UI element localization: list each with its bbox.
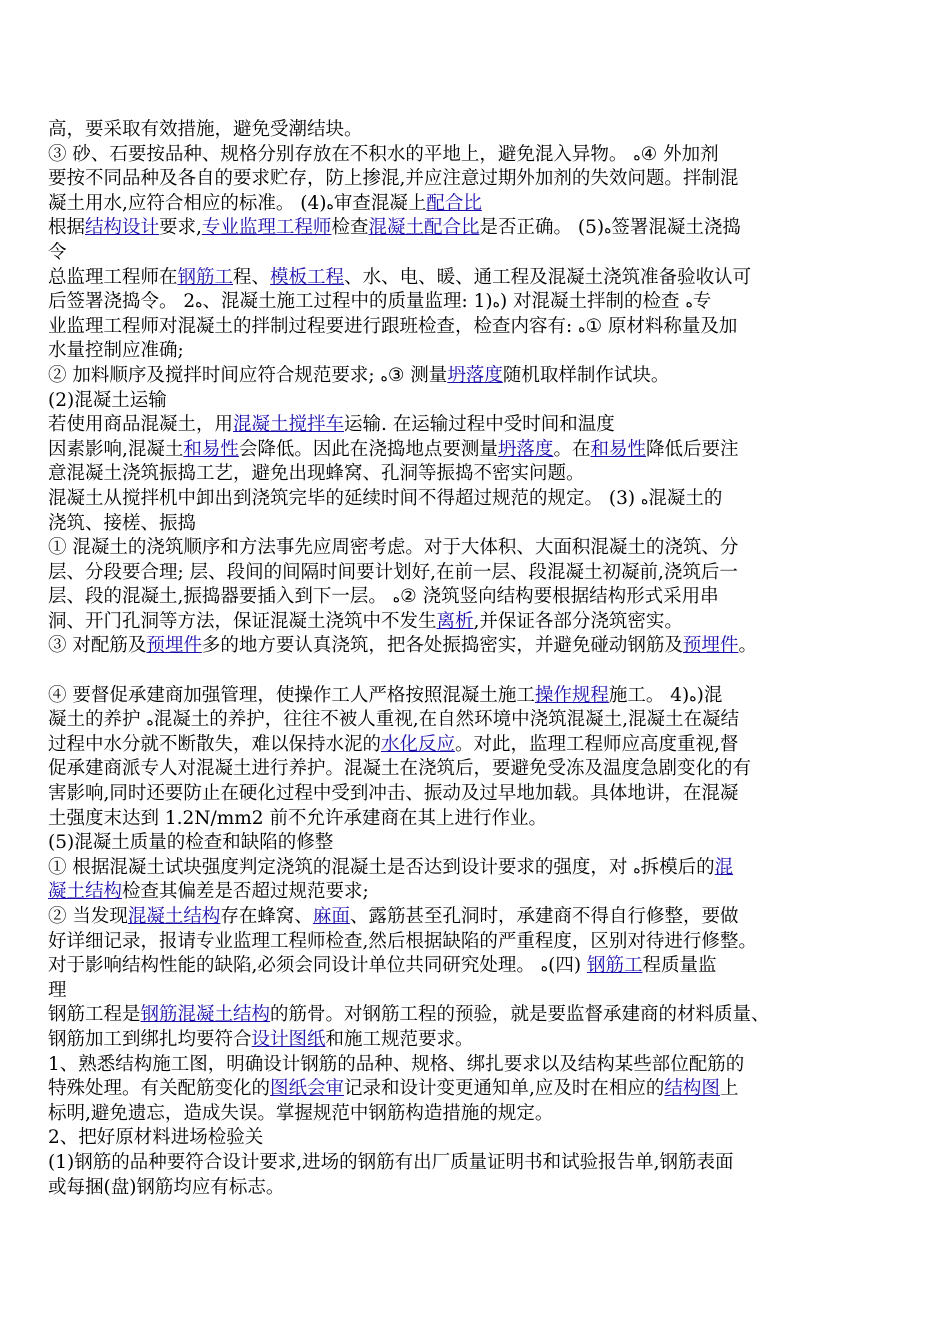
hyperlink[interactable]: 坍落度 <box>447 364 503 386</box>
text-run: 会降低。因此在浇捣地点要测量 <box>238 438 498 460</box>
hyperlink[interactable]: 坍落度 <box>497 438 554 460</box>
text-line <box>48 954 910 979</box>
text-line <box>48 1028 910 1053</box>
text-run: 层、分段要合理; 层、段间的间隔时间要计划好,在前一层、段混凝土初凝前,浇筑后一 <box>48 561 738 583</box>
text-run: 多的地方要认真浇筑，把各处振捣密实，并避免碰动钢筋及 <box>201 635 683 657</box>
text-line <box>48 1003 910 1028</box>
hyperlink[interactable]: 麻面 <box>312 906 350 927</box>
stray-glyph: ه <box>146 713 154 730</box>
text-line <box>48 1053 910 1078</box>
hyperlink[interactable]: 设计图纸 <box>251 1028 326 1050</box>
hyperlink[interactable]: 操作规程 <box>534 684 609 706</box>
text-run: ① 根据混凝土试块强度判定浇筑的混凝土是否达到设计要求的强度，对 <box>48 856 634 878</box>
hyperlink[interactable]: 预埋件 <box>146 635 202 657</box>
text-line <box>48 536 910 561</box>
text-line <box>48 733 910 758</box>
text-run: 降低后要注 <box>645 438 739 460</box>
text-run: 要按不同品种及各自的要求贮存，防上掺混,并应注意过期外加剂的失效问题。拌制混 <box>48 168 739 190</box>
text-run: 根据 <box>48 217 86 239</box>
text-line <box>48 807 910 832</box>
text-run: 随机取样制作试块。 <box>502 364 670 386</box>
hyperlink[interactable]: 混凝土搅拌车 <box>233 414 345 436</box>
hyperlink[interactable]: 凝土结构 <box>48 881 123 903</box>
text-run: ② 加料顺序及搅拌时间应符合规范要求; <box>48 364 381 386</box>
text-line <box>48 831 910 856</box>
text-line <box>48 192 910 217</box>
text-run: 、水、电、暖、通工程及混凝土浇筑准备验收认可 <box>344 266 752 288</box>
hyperlink[interactable]: 结构设计 <box>85 217 160 239</box>
text-run: 1、熟悉结构施工图，明确设计钢筋的品种、规格、绑扎要求以及结构某些部位配筋的 <box>48 1053 745 1075</box>
text-run: 总监理工程师在 <box>48 266 178 288</box>
text-line <box>48 266 910 291</box>
text-run: 、混凝土施工过程中的质量监理: 1) <box>202 291 493 313</box>
text-run: ,并保证各部分浇筑密实。 <box>473 610 683 632</box>
hyperlink[interactable]: 混 <box>714 856 734 878</box>
text-line <box>48 930 910 955</box>
stray-glyph: ه <box>540 959 549 976</box>
text-run: 害影响,同时还要防止在硬化过程中受到冲击、振动及过早地加载。具体地讲，在混凝 <box>48 783 739 805</box>
text-run: 浇筑、接槎、振捣 <box>48 512 197 534</box>
text-line <box>48 757 910 782</box>
text-run: ① 混凝土的浇筑顺序和方法事先应周密考虑。对于大体积、大面积混凝土的浇筑、分 <box>48 537 739 559</box>
text-run: 拆模后的 <box>640 856 715 878</box>
text-run: 层、段的混凝土,振捣器要插入到下一层。 <box>48 586 393 608</box>
hyperlink[interactable]: 模板工程 <box>270 266 345 288</box>
text-run: )混 <box>696 684 723 706</box>
text-line <box>48 1126 910 1151</box>
hyperlink[interactable]: 预埋件 <box>682 635 739 657</box>
text-run: 好详细记录，报请专业监理工程师检查,然后根据缺陷的严重程度，区别对待进行修整。 <box>48 930 757 952</box>
hyperlink[interactable]: 离析 <box>436 610 474 632</box>
text-line <box>48 487 910 512</box>
text-run: 2、把好原材料进场检验关 <box>48 1127 264 1149</box>
text-run: 程质量监 <box>642 955 717 977</box>
hyperlink[interactable]: 专业监理工程师 <box>201 217 332 239</box>
text-line <box>48 1176 910 1201</box>
text-run: 土强度末达到 1.2N/mm2 前不允许承建商在其上进行作业。 <box>48 807 547 829</box>
stray-glyph: ه <box>492 295 500 312</box>
text-line <box>48 167 910 192</box>
text-line <box>48 118 910 143</box>
text-run: 混凝土从搅拌机中卸出到浇筑完毕的延续时间不得超过规范的规定。 (3) <box>48 487 641 509</box>
hyperlink[interactable]: 水化反应 <box>381 733 456 755</box>
text-line <box>48 1102 910 1127</box>
text-run: 理 <box>48 979 67 1001</box>
text-run: 存在蜂窝、 <box>220 906 313 927</box>
text-run: ① 原材料称量及加 <box>585 315 738 337</box>
text-run: 专 <box>692 291 712 313</box>
text-run: 水量控制应准确; <box>48 340 184 362</box>
text-run: 混凝土的 <box>648 487 723 509</box>
text-run: 促承建商派专人对混凝土进行养护。混凝土在浇筑后，要避免受冻及温度急剧变化的有 <box>48 758 752 780</box>
hyperlink[interactable]: 混凝土结构 <box>127 906 221 927</box>
text-run: 。对此，监理工程师应高度重视,督 <box>455 733 739 755</box>
hyperlink[interactable]: 钢筋工 <box>586 955 643 977</box>
text-run: ③ 测量 <box>387 364 448 386</box>
text-run: (2)混凝土运输 <box>48 389 167 411</box>
text-line <box>48 880 910 905</box>
text-run: 运输. 在运输过程中受时间和温度 <box>344 414 615 436</box>
text-run: 要求, <box>159 217 202 239</box>
text-run: 或每捆(盘)钢筋均应有标志。 <box>48 1176 285 1198</box>
stray-glyph: ه <box>633 147 641 164</box>
text-line <box>48 389 910 414</box>
text-run: 程、 <box>233 266 271 288</box>
text-run: 意混凝土浇筑振捣工艺，避免出现蜂窝、孔洞等振捣不密实问题。 <box>48 463 585 485</box>
text-line <box>48 512 910 537</box>
text-line <box>48 979 910 1004</box>
text-run: 上 <box>719 1078 739 1100</box>
text-line <box>48 561 910 586</box>
text-line <box>48 782 910 807</box>
text-run: 业监理工程师对混凝土的拌制过程要进行跟班检查，检查内容有: <box>48 315 579 337</box>
text-run: 对于影响结构性能的缺陷,必须会同设计单位共同研究处理。 <box>48 955 541 977</box>
text-run: (5)混凝土质量的检查和缺陷的修整 <box>48 832 334 854</box>
text-line <box>48 339 910 364</box>
text-run: ② 浇筑竖向结构要根据结构形式采用串 <box>400 586 719 608</box>
stray-glyph: ه <box>689 688 697 705</box>
text-run: ④ 外加剂 <box>640 143 719 165</box>
stray-glyph: ه <box>392 590 401 607</box>
text-run: ② 当发现 <box>48 906 128 927</box>
stray-glyph: ه <box>380 368 388 385</box>
text-line <box>48 634 910 659</box>
text-run: 签署混凝土浇捣 <box>611 217 741 239</box>
blank-line <box>48 659 910 684</box>
text-line <box>48 216 910 241</box>
text-line <box>48 585 910 610</box>
text-run: 施工。 4) <box>608 684 690 706</box>
text-line <box>48 241 910 266</box>
text-run: 因素影响,混凝土 <box>48 438 184 460</box>
hyperlink[interactable]: 结构图 <box>664 1078 720 1100</box>
text-run: 钢筋加工到绑扎均要符合 <box>48 1028 252 1050</box>
text-line <box>48 905 910 930</box>
stray-glyph: ه <box>195 295 203 312</box>
text-run: 高，要采取有效措施，避免受潮结块。 <box>48 119 363 140</box>
text-run: 后签署浇捣令。 2 <box>48 291 196 313</box>
text-line <box>48 1077 910 1102</box>
hyperlink[interactable]: 混凝土配合比 <box>368 217 480 239</box>
text-run: 检查 <box>331 217 369 239</box>
stray-glyph: ه <box>578 319 586 336</box>
text-line <box>48 315 910 340</box>
text-run: 检查其偏差是否超过规范要求; <box>122 881 369 903</box>
text-line <box>48 413 910 438</box>
text-run: 令 <box>48 241 67 263</box>
text-run: 洞、开门孔洞等方法，保证混凝土浇筑中不发生 <box>48 610 437 632</box>
text-line <box>48 856 910 881</box>
stray-glyph: ه <box>633 860 641 877</box>
text-run: 凝土用水,应符合相应的标准。 (4) <box>48 192 327 214</box>
text-run: 的筋骨。对钢筋工程的预验，就是要监督承建商的材料质量、 <box>270 1004 770 1026</box>
text-run: ③ 砂、石要按品种、规格分别存放在不积水的平地上，避免混入异物。 <box>48 143 634 165</box>
text-run: 特殊处理。有关配筋变化的 <box>48 1078 271 1100</box>
text-line <box>48 290 910 315</box>
text-line <box>48 143 910 168</box>
text-line <box>48 364 910 389</box>
text-run: (四) <box>548 955 587 977</box>
stray-glyph: ه <box>640 491 649 508</box>
text-run: 混凝土的养护，往往不被人重视,在自然环境中浇筑混凝土,混凝土在凝结 <box>153 709 739 731</box>
text-run: ③ 对配筋及 <box>48 635 147 657</box>
hyperlink[interactable]: 和易性 <box>590 438 646 460</box>
stray-glyph: ه <box>326 196 334 213</box>
text-run: 。 <box>738 635 757 657</box>
text-run: 、露筋甚至孔洞时，承建商不得自行修整，要做 <box>349 906 739 927</box>
text-run: 若使用商品混凝土，用 <box>48 414 234 436</box>
document-body <box>48 118 910 1200</box>
hyperlink[interactable]: 配合比 <box>426 192 482 214</box>
text-run: 是否正确。 (5) <box>479 217 605 239</box>
text-line <box>48 684 910 709</box>
text-line <box>48 610 910 635</box>
text-run: ) 对混凝土拌制的检查 <box>499 291 686 313</box>
hyperlink[interactable]: 和易性 <box>183 438 239 460</box>
hyperlink[interactable]: 钢筋工 <box>177 266 234 288</box>
text-run: 凝土的养护 <box>48 709 147 731</box>
text-run: (1)钢筋的品种要符合设计要求,进场的钢筋有出厂质量证明书和试验报告单,钢筋表面 <box>48 1151 734 1173</box>
text-run: 过程中水分就不断散失，难以保持水泥的 <box>48 733 382 755</box>
text-line <box>48 708 910 733</box>
text-run: 钢筋工程是 <box>48 1004 141 1026</box>
stray-glyph: ه <box>604 221 612 238</box>
text-line <box>48 1151 910 1176</box>
hyperlink[interactable]: 图纸会审 <box>270 1078 345 1100</box>
text-run: 和施工规范要求。 <box>325 1028 474 1050</box>
text-run: 审查混凝上 <box>333 192 427 214</box>
text-run: 标明,避免遗忘，造成失误。掌握规范中钢筋构造措施的规定。 <box>48 1102 554 1124</box>
text-run: 。在 <box>553 438 591 460</box>
text-line <box>48 462 910 487</box>
text-run: ④ 要督促承建商加强管理，使操作工人严格按照混凝土施工 <box>48 684 535 706</box>
text-run: 记录和设计变更通知单,应及时在相应的 <box>344 1078 665 1100</box>
text-line <box>48 438 910 463</box>
stray-glyph: ه <box>685 295 693 312</box>
hyperlink[interactable]: 钢筋混凝土结构 <box>140 1004 271 1026</box>
